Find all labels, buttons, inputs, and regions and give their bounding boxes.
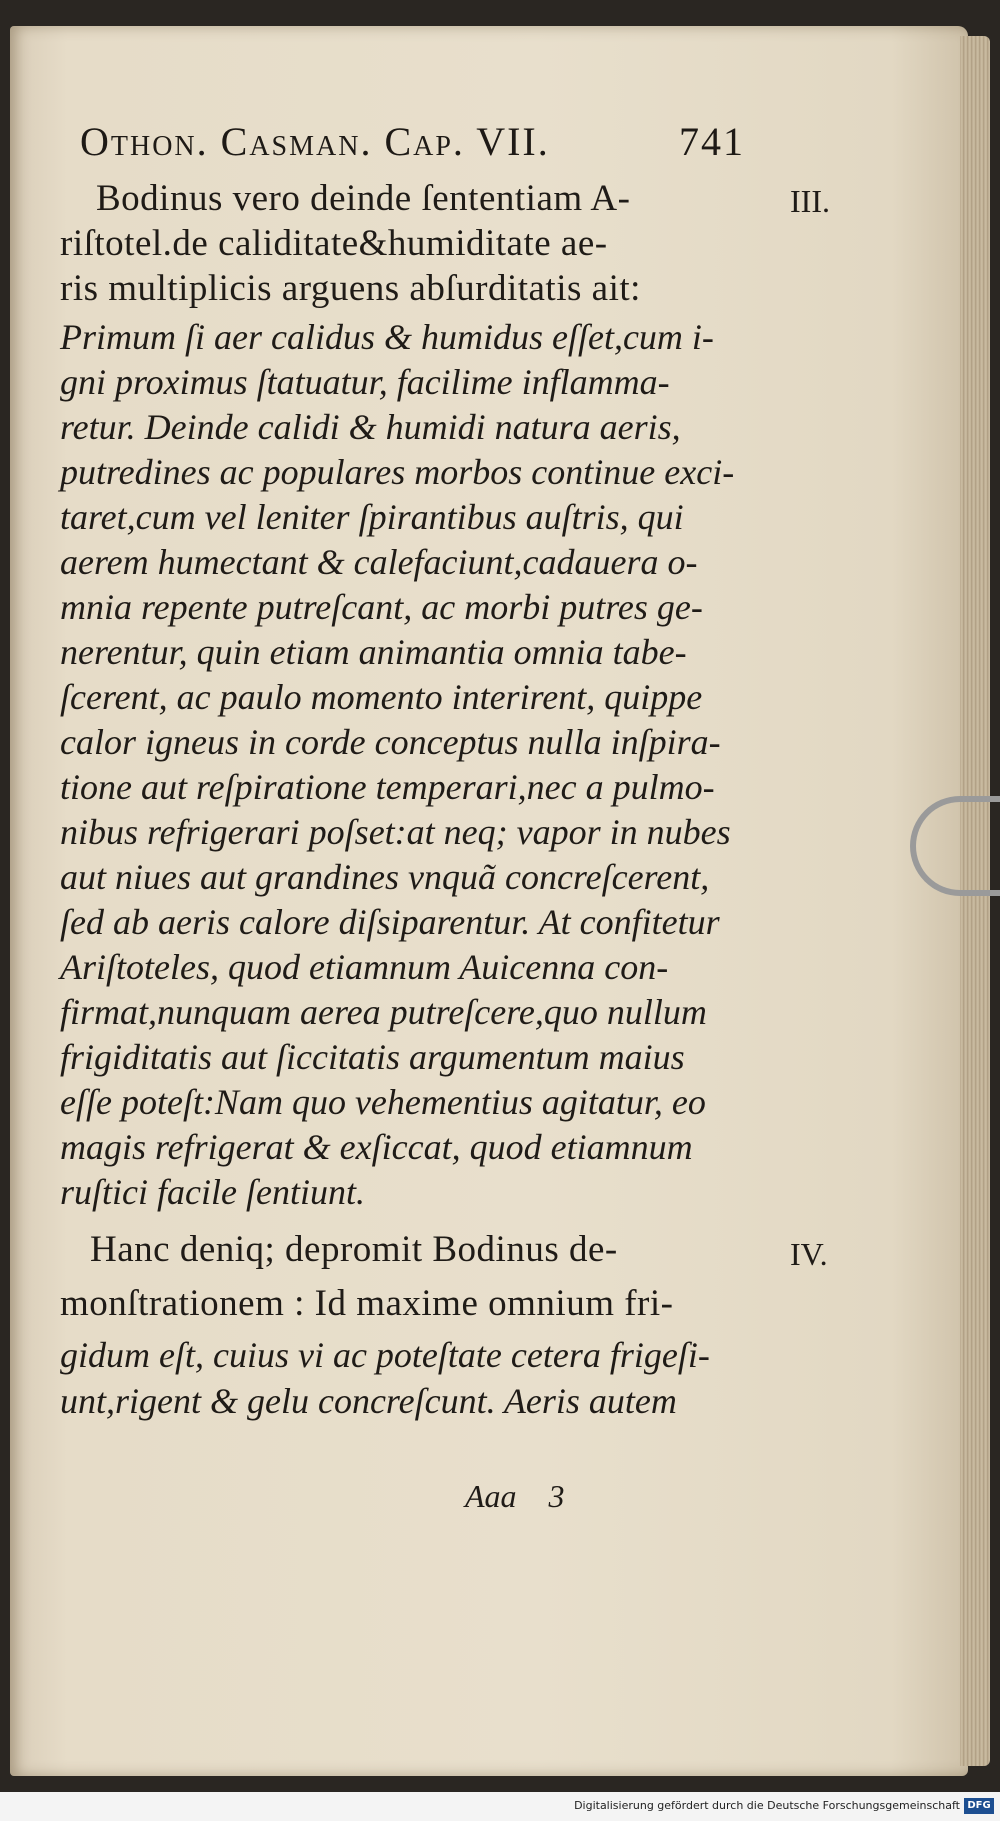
body-line: nibus refrigerari poſset:at neq; vapor in nubes bbox=[60, 812, 731, 852]
body-line: firmat,nunquam aerea putreſcere,quo nullum bbox=[60, 992, 707, 1032]
body-line: tione aut reſpiratione temperari,nec a pulmo- bbox=[60, 767, 715, 807]
body-line: mnia repente putreſcant, ac morbi putres ge- bbox=[60, 587, 703, 627]
body-line: frigiditatis aut ſiccitatis argumentum maius bbox=[60, 1037, 685, 1077]
body-line: gidum eſt, cuius vi ac poteſtate cetera frigeſi- bbox=[60, 1335, 710, 1375]
signature-mark: Aaa 3 bbox=[465, 1478, 565, 1514]
body-line: Ariſtoteles, quod etiamnum Auicenna con- bbox=[60, 947, 669, 987]
body-line: unt,rigent & gelu concreſcunt. Aeris autem bbox=[60, 1381, 677, 1421]
body-line: calor igneus in corde conceptus nulla inſpira- bbox=[60, 722, 721, 762]
paper-clip bbox=[910, 796, 1000, 896]
body-line: gni proximus ſtatuatur, facilime inflamma- bbox=[60, 362, 670, 402]
body-line: putredines ac populares morbos continue exci- bbox=[60, 452, 735, 492]
body-line: nerentur, quin etiam animantia omnia tabe- bbox=[60, 632, 687, 672]
running-header bbox=[80, 118, 745, 168]
margin-note-iii: III. bbox=[790, 183, 830, 219]
body-line: ſcerent, ac paulo momento interirent, quippe bbox=[60, 677, 703, 717]
footer-bar bbox=[0, 1792, 1000, 1821]
margin-note-iv: IV. bbox=[790, 1236, 828, 1272]
body-line: retur. Deinde calidi & humidi natura aeris, bbox=[60, 407, 681, 447]
body-line: aut niues aut grandines vnquã concreſcerent, bbox=[60, 857, 710, 897]
dfg-logo-icon: DFG bbox=[964, 1798, 994, 1814]
body-line: Primum ſi aer calidus & humidus eſſet,cum i- bbox=[60, 317, 714, 357]
body-line: ris multiplicis arguens abſurditatis ait: bbox=[60, 268, 641, 309]
page-edge bbox=[960, 36, 990, 1766]
running-title: Othon. Casman. Cap. VII. bbox=[80, 119, 550, 164]
body-line: Bodinus vero deinde ſententiam A- bbox=[96, 178, 631, 219]
body-line: eſſe poteſt:Nam quo vehementius agitatur, eo bbox=[60, 1082, 706, 1122]
body-line: ruſtici facile ſentiunt. bbox=[60, 1172, 365, 1212]
body-line: taret,cum vel leniter ſpirantibus auſtris, qui bbox=[60, 497, 684, 537]
body-line: magis refrigerat & exſiccat, quod etiamnum bbox=[60, 1127, 693, 1167]
folio-number: 741 bbox=[679, 119, 745, 164]
body-line: riſtotel.de caliditate&humiditate ae- bbox=[60, 223, 608, 264]
body-line: aerem humectant & calefaciunt,cadauera o- bbox=[60, 542, 698, 582]
body-line: ſed ab aeris calore diſsiparentur. At confitetur bbox=[60, 902, 720, 942]
body-line: Hanc deniq; depromit Bodinus de- bbox=[90, 1229, 618, 1270]
footer-credit: Digitalisierung gefördert durch die Deutsche Forschungsgemeinschaft bbox=[574, 1799, 960, 1812]
body-line: monſtrationem : Id maxime omnium fri- bbox=[60, 1283, 674, 1324]
